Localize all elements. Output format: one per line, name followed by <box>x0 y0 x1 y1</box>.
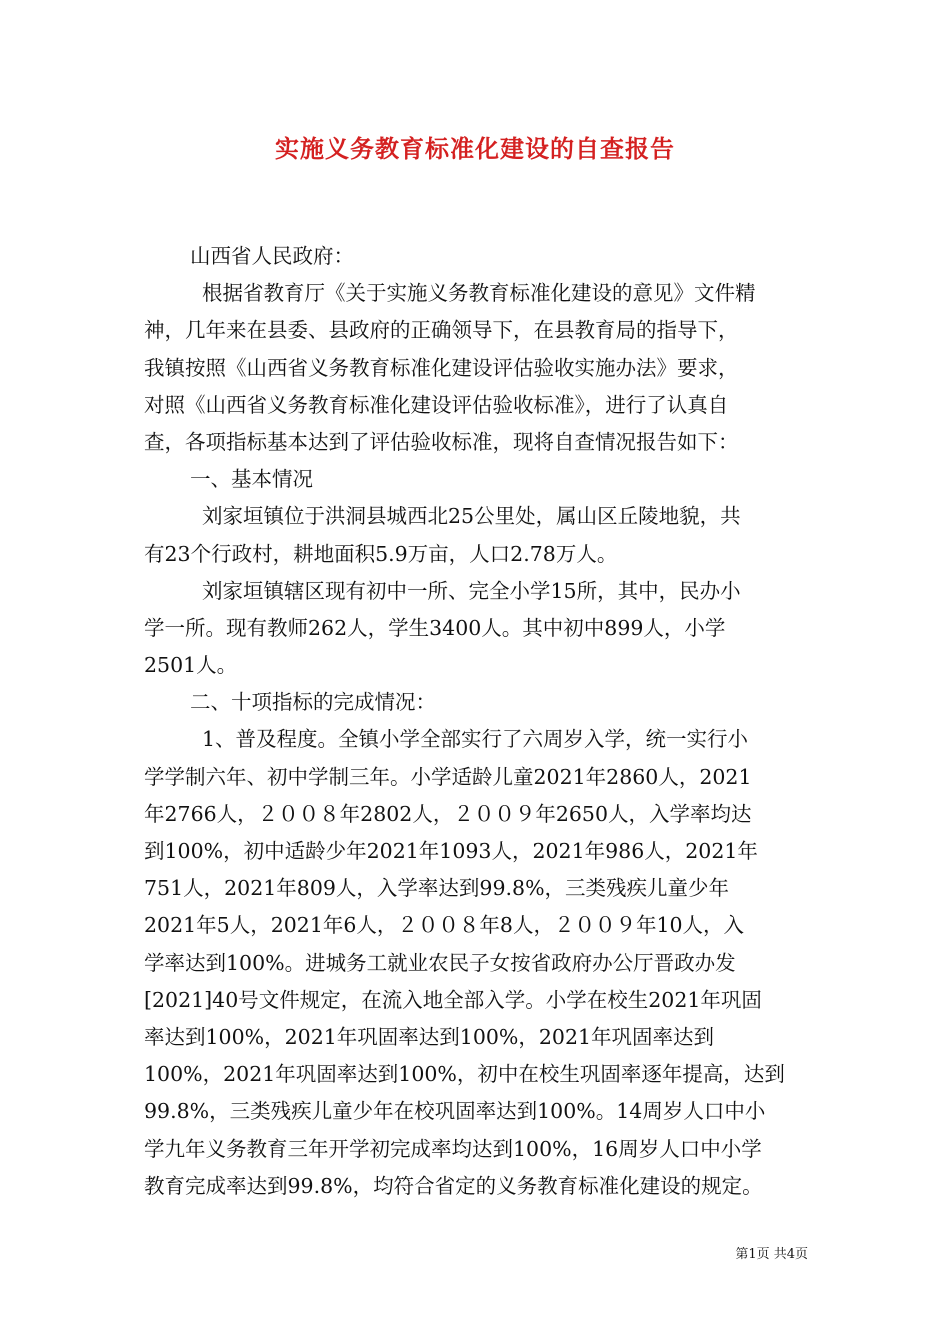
salutation: 山西省人民政府： <box>190 244 354 268</box>
paragraph-line: 有23个行政村，耕地面积5.9万亩，人口2.78万人。 <box>144 541 618 566</box>
paragraph-line: 刘家垣镇位于洪洞县城西北25公里处，属山区丘陵地貌，共 <box>202 504 741 529</box>
paragraph-line: 学率达到100%。进城务工就业农民子女按省政府办公厅晋政办发 <box>144 950 736 975</box>
section-heading: 一、基本情况 <box>190 467 313 492</box>
paragraph-line: 神，几年来在县委、县政府的正确领导下，在县教育局的指导下， <box>144 318 739 343</box>
paragraph-line: 学学制六年、初中学制三年。小学适龄儿童2021年2860人，2021 <box>144 764 752 789</box>
paragraph-line: 根据省教育厅《关于实施义务教育标准化建设的意见》文件精 <box>202 281 756 306</box>
page-number: 第1页 共4页 <box>735 1247 808 1262</box>
paragraph-line: [2021]40号文件规定，在流入地全部入学。小学在校生2021年巩固 <box>144 987 762 1012</box>
paragraph-line: 99.8%，三类残疾儿童少年在校巩固率达到100%。14周岁人口中小 <box>144 1099 766 1124</box>
paragraph-line: 刘家垣镇辖区现有初中一所、完全小学15所，其中，民办小 <box>202 578 741 603</box>
paragraph-line: 我镇按照《山西省义务教育标准化建设评估验收实施办法》要求， <box>144 355 739 380</box>
paragraph-line: 到100%，初中适龄少年2021年1093人，2021年986人，2021年 <box>144 839 758 863</box>
section-heading: 二、十项指标的完成情况： <box>190 690 436 715</box>
paragraph-line: 751人，2021年809人，入学率达到99.8%，三类残疾儿童少年 <box>144 876 730 901</box>
paragraph-line: 年2766人，２００８年2802人，２００９年2650人，入学率均达 <box>144 801 752 826</box>
document-title: 实施义务教育标准化建设的自查报告 <box>275 134 675 163</box>
paragraph-line: 2501人。 <box>144 653 238 678</box>
paragraph-line: 率达到100%，2021年巩固率达到100%，2021年巩固率达到 <box>144 1024 715 1049</box>
paragraph-line: 学一所。现有教师262人，学生3400人。其中初中899人，小学 <box>144 615 726 640</box>
paragraph-line: 1、普及程度。全镇小学全部实行了六周岁入学，统一实行小 <box>202 727 749 752</box>
paragraph-line: 查，各项指标基本达到了评估验收标准，现将自查情况报告如下： <box>144 429 739 454</box>
paragraph-line: 100%，2021年巩固率达到100%，初中在校生巩固率逐年提高，达到 <box>144 1062 785 1087</box>
paragraph-line: 学九年义务教育三年开学初完成率均达到100%，16周岁人口中小学 <box>144 1136 762 1161</box>
paragraph-line: 对照《山西省义务教育标准化建设评估验收标准》，进行了认真自 <box>144 392 729 417</box>
paragraph-line: 教育完成率达到99.8%，均符合省定的义务教育标准化建设的规定。 <box>144 1173 763 1198</box>
document-body <box>144 238 808 1205</box>
paragraph-line: 2021年5人，2021年6人，２００８年8人，２００９年10人，入 <box>144 913 745 938</box>
